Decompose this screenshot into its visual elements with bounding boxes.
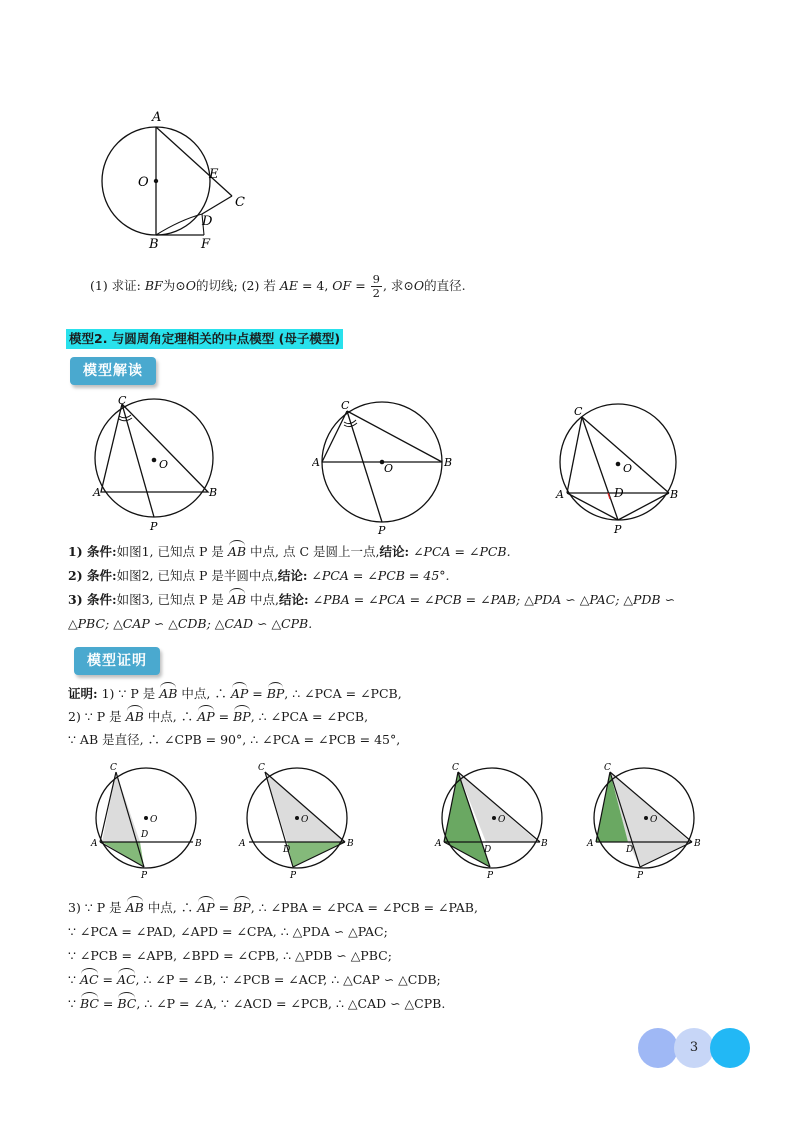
condition-3-cont: △PBC; △CAP ∽ △CDB; △CAD ∽ △CPB. — [68, 616, 313, 631]
fig1-label-o: O — [159, 458, 169, 471]
proof1-label-b: B — [195, 839, 202, 849]
fig1-triangle — [101, 404, 208, 492]
fig3-center-dot — [616, 462, 621, 467]
fig3-ca — [567, 417, 582, 493]
proof1-label-o: O — [150, 815, 158, 825]
proof-line-1: 证明: 1) ∵ P 是 AB 中点, ∴ AP = BP, ∴ ∠PCA = ∠PCB, — [68, 686, 402, 701]
fig1-label-b: B — [209, 486, 218, 499]
proof4-label-p: P — [637, 871, 644, 881]
fig3-label-o: O — [623, 462, 633, 475]
fraction-9-2: $\frac{9}{2}$ — [372, 272, 380, 300]
proof4-label-d: D — [626, 845, 634, 855]
label-o: O — [138, 175, 149, 190]
proof-figure-4 — [584, 760, 704, 885]
fig1-label-a: A — [93, 486, 101, 499]
fig2-label-c: C — [341, 399, 350, 412]
proof4-label-a: A — [587, 839, 594, 849]
condition-3: 3) 条件:如图3, 已知点 P 是 AB 中点,结论: ∠PBA = ∠PCA = ∠PCB = ∠PAB; △PDA ∽ △PAC; △PDB ∽ — [68, 592, 676, 607]
proof2-label-d: D — [283, 845, 291, 855]
model-figure-1 — [88, 392, 228, 537]
proof-line-3: ∵ AB 是直径, ∴ ∠CPB = 90°, ∴ ∠PCA = ∠PCB = 45°, — [68, 732, 401, 747]
proof-line-2: 2) ∵ P 是 AB 中点, ∴ AP = BP, ∴ ∠PCA = ∠PCB, — [68, 709, 369, 724]
fig2-label-o: O — [384, 462, 394, 475]
proof-line-6: ∵ ∠PCB = ∠APB, ∠BPD = ∠CPB, ∴ △PDB ∽ △PBC; — [68, 948, 392, 963]
proof1-label-p: P — [141, 871, 148, 881]
model-figure-3 — [552, 400, 692, 540]
proof3-label-c: C — [452, 763, 459, 773]
condition-2: 2) 条件:如图2, 已知点 P 是半圆中点,结论: ∠PCA = ∠PCB = 45°. — [68, 568, 450, 583]
proof1-label-c: C — [110, 763, 117, 773]
proof-figure-3 — [434, 760, 554, 885]
fig3-label-d: D — [614, 486, 624, 500]
proof2-label-b: B — [347, 839, 354, 849]
proof4-label-c: C — [604, 763, 611, 773]
proof4-center-dot — [644, 816, 648, 820]
proof4-shade-gray-bottom — [628, 842, 690, 867]
fig1-center-dot — [152, 458, 157, 463]
label-f: F — [201, 237, 211, 252]
proof3-center-dot — [492, 816, 496, 820]
fig3-pb — [618, 493, 669, 520]
proof-line-5: ∵ ∠PCA = ∠PAD, ∠APD = ∠CPA, ∴ △PDA ∽ △PAC; — [68, 924, 388, 939]
center-dot — [154, 179, 158, 183]
fig1-label-p: P — [150, 520, 158, 533]
fig2-ca — [322, 411, 347, 462]
proof2-label-o: O — [301, 815, 309, 825]
condition-1: 1) 条件:如图1, 已知点 P 是 AB 中点, 点 C 是圆上一点,结论: ∠PCA = ∠PCB. — [68, 544, 511, 559]
proof-figure-1 — [88, 760, 208, 885]
fig3-label-b: B — [670, 488, 679, 501]
label-b: B — [149, 237, 159, 252]
segment-ac — [156, 127, 232, 196]
fig3-label-c: C — [574, 405, 583, 418]
label-c: C — [235, 195, 245, 210]
page-bubble-right — [710, 1028, 750, 1068]
proof1-label-a: A — [91, 839, 98, 849]
proof-line-4: 3) ∵ P 是 AB 中点, ∴ AP = BP, ∴ ∠PBA = ∠PCA = ∠PCB = ∠PAB, — [68, 900, 478, 915]
model-proof-tag: 模型证明 — [74, 647, 160, 675]
page-number: 3 — [689, 1040, 699, 1055]
model-interpret-tag: 模型解读 — [70, 357, 156, 385]
proof1-label-d: D — [141, 830, 149, 840]
section-title-model2: 模型2. 与圆周角定理相关的中点模型 (母子模型) — [66, 329, 343, 349]
proof2-center-dot — [295, 816, 299, 820]
proof-figure-2 — [237, 760, 357, 885]
label-e: E — [209, 167, 219, 182]
model-figure-2 — [312, 392, 457, 537]
proof2-label-a: A — [239, 839, 246, 849]
page-bubble-left — [638, 1028, 678, 1068]
proof2-label-p: P — [290, 871, 297, 881]
fig1-label-c: C — [118, 394, 127, 407]
proof-line-7: ∵ AC = AC, ∴ ∠P = ∠B, ∵ ∠PCB = ∠ACP, ∴ △CAP ∽ △CDB; — [68, 972, 441, 987]
label-d: D — [202, 214, 213, 229]
fig3-label-p: P — [614, 523, 622, 536]
proof4-label-b: B — [694, 839, 701, 849]
page-number-bubble — [674, 1028, 714, 1068]
proof3-label-a: A — [435, 839, 442, 849]
fig2-label-b: B — [444, 456, 453, 469]
fig2-label-p: P — [378, 524, 386, 537]
proof1-center-dot — [144, 816, 148, 820]
proof3-label-p: P — [487, 871, 494, 881]
proof3-label-d: D — [484, 845, 492, 855]
problem-statement: (1) 求证: BF为⊙O的切线; (2) 若 AE = 4, OF = $\frac{9}{2}$ , 求⊙O的直径. — [90, 272, 466, 300]
label-a: A — [152, 110, 162, 125]
proof3-label-b: B — [541, 839, 548, 849]
fig3-label-a: A — [556, 488, 564, 501]
proof2-label-c: C — [258, 763, 265, 773]
top-geometry-figure — [100, 108, 260, 253]
proof3-label-o: O — [498, 815, 506, 825]
fig2-label-a: A — [312, 456, 320, 469]
proof4-label-o: O — [650, 815, 658, 825]
proof-line-8: ∵ BC = BC, ∴ ∠P = ∠A, ∵ ∠ACD = ∠PCB, ∴ △CAD ∽ △CPB. — [68, 996, 446, 1011]
segment-bd — [156, 214, 202, 235]
